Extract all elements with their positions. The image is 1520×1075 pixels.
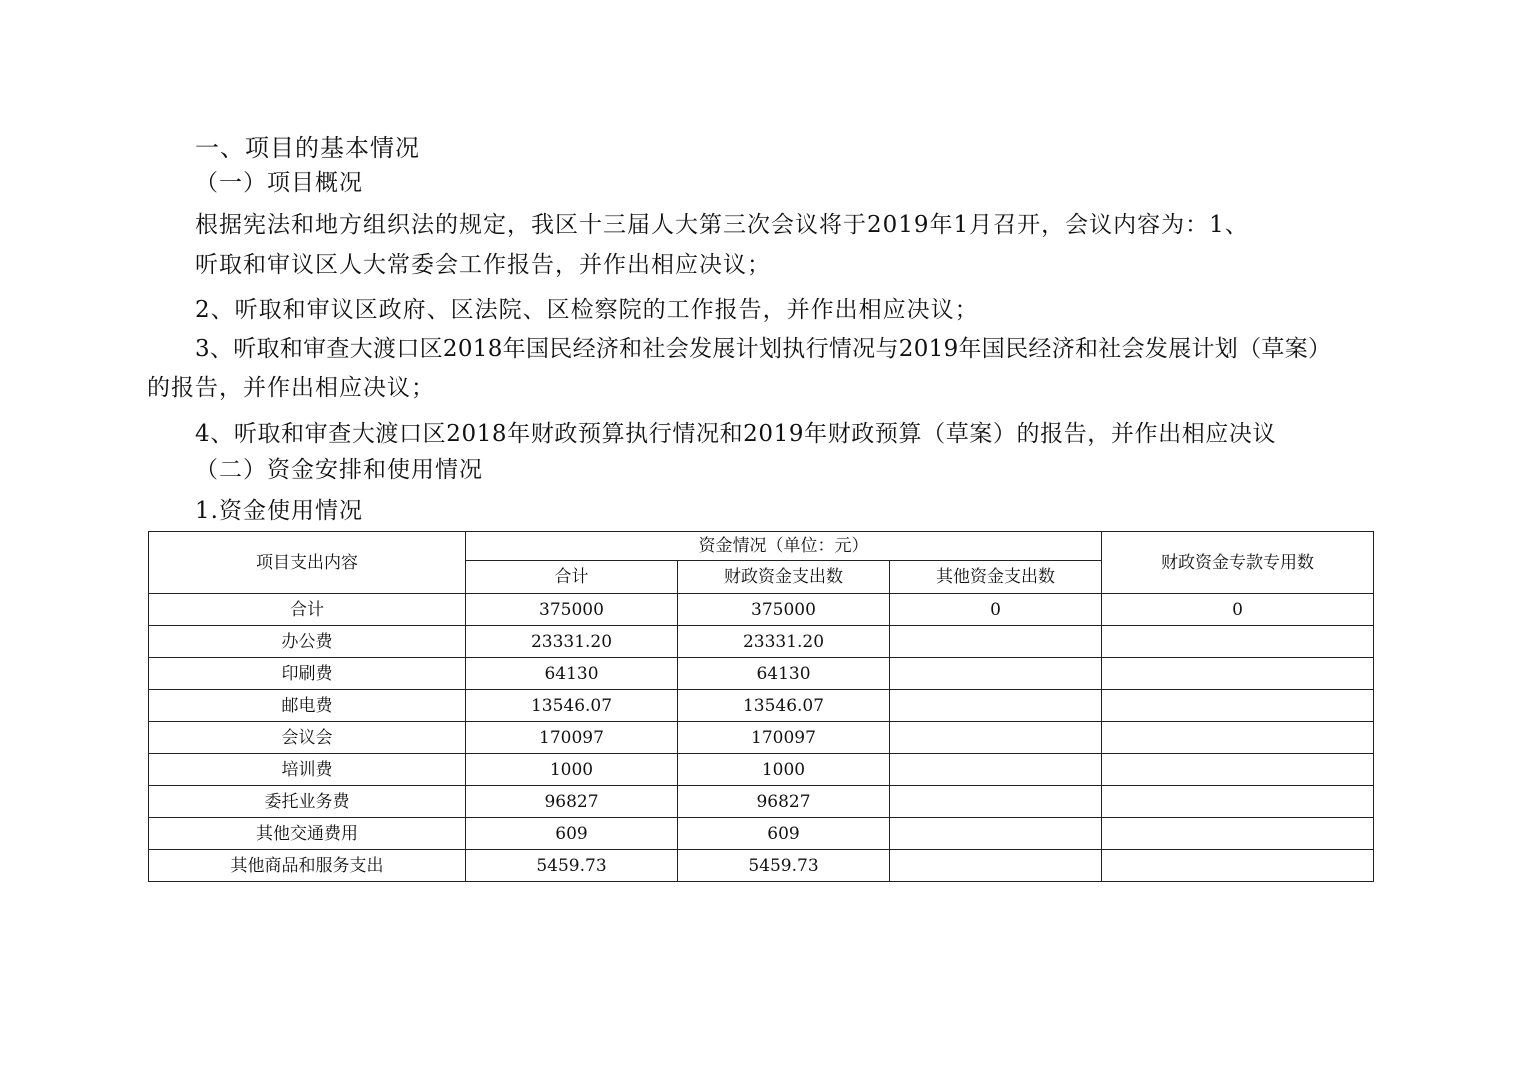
cell-fiscal: 5459.73 bbox=[678, 850, 890, 882]
agenda-item-4: 4、听取和审查大渡口区2018年财政预算执行情况和2019年财政预算（草案）的报告，并作出相应决议 bbox=[195, 421, 1277, 447]
cell-item: 委托业务费 bbox=[149, 786, 466, 818]
table-row bbox=[149, 754, 1374, 786]
table-row bbox=[149, 594, 1374, 626]
cell-total: 23331.20 bbox=[466, 626, 678, 658]
cell-item: 其他交通费用 bbox=[149, 818, 466, 850]
cell-item: 其他商品和服务支出 bbox=[149, 850, 466, 882]
cell-item: 合计 bbox=[149, 594, 466, 626]
cell-special bbox=[1102, 786, 1374, 818]
agenda-item-3-line-1: 3、听取和审查大渡口区2018年国民经济和社会发展计划执行情况与2019年国民经济和社会发展计划（草案） bbox=[195, 336, 1332, 362]
cell-fiscal: 96827 bbox=[678, 786, 890, 818]
cell-other bbox=[890, 850, 1102, 882]
header-fund-status: 资金情况（单位：元） bbox=[466, 532, 1102, 561]
cell-fiscal: 64130 bbox=[678, 658, 890, 690]
cell-special bbox=[1102, 818, 1374, 850]
table-row bbox=[149, 658, 1374, 690]
cell-fiscal: 13546.07 bbox=[678, 690, 890, 722]
cell-total: 5459.73 bbox=[466, 850, 678, 882]
agenda-item-3-line-2: 的报告，并作出相应决议； bbox=[147, 375, 435, 401]
cell-fiscal: 23331.20 bbox=[678, 626, 890, 658]
cell-fiscal: 1000 bbox=[678, 754, 890, 786]
cell-fiscal: 375000 bbox=[678, 594, 890, 626]
subsection-heading-fund-usage: 1.资金使用情况 bbox=[195, 498, 363, 524]
subsection-heading-overview: （一）项目概况 bbox=[195, 170, 363, 196]
cell-special: 0 bbox=[1102, 594, 1374, 626]
cell-item: 办公费 bbox=[149, 626, 466, 658]
cell-item: 培训费 bbox=[149, 754, 466, 786]
fund-usage-table bbox=[148, 531, 1374, 882]
cell-total: 96827 bbox=[466, 786, 678, 818]
header-fiscal-expense: 财政资金支出数 bbox=[678, 561, 890, 594]
header-special-fund: 财政资金专款专用数 bbox=[1102, 532, 1374, 594]
table-row bbox=[149, 818, 1374, 850]
cell-other bbox=[890, 626, 1102, 658]
header-item-content: 项目支出内容 bbox=[149, 532, 466, 594]
table-row bbox=[149, 626, 1374, 658]
cell-special bbox=[1102, 658, 1374, 690]
header-other-expense: 其他资金支出数 bbox=[890, 561, 1102, 594]
cell-total: 609 bbox=[466, 818, 678, 850]
cell-special bbox=[1102, 754, 1374, 786]
cell-special bbox=[1102, 850, 1374, 882]
table-row bbox=[149, 722, 1374, 754]
cell-other bbox=[890, 722, 1102, 754]
cell-special bbox=[1102, 626, 1374, 658]
cell-total: 375000 bbox=[466, 594, 678, 626]
cell-special bbox=[1102, 722, 1374, 754]
subsection-heading-funds: （二）资金安排和使用情况 bbox=[195, 457, 483, 483]
cell-item: 会议会 bbox=[149, 722, 466, 754]
cell-total: 170097 bbox=[466, 722, 678, 754]
cell-other bbox=[890, 786, 1102, 818]
table-row bbox=[149, 786, 1374, 818]
cell-total: 13546.07 bbox=[466, 690, 678, 722]
cell-item: 印刷费 bbox=[149, 658, 466, 690]
cell-other bbox=[890, 658, 1102, 690]
cell-other bbox=[890, 818, 1102, 850]
paragraph-meeting-line-2: 听取和审议区人大常委会工作报告，并作出相应决议； bbox=[195, 252, 771, 278]
paragraph-meeting-line-1: 根据宪法和地方组织法的规定，我区十三届人大第三次会议将于2019年1月召开，会议内容为：1、 bbox=[195, 212, 1249, 238]
cell-other bbox=[890, 690, 1102, 722]
table-body bbox=[149, 594, 1374, 882]
agenda-item-2: 2、听取和审议区政府、区法院、区检察院的工作报告，并作出相应决议； bbox=[195, 297, 979, 323]
table-header-row bbox=[149, 532, 1374, 561]
cell-fiscal: 170097 bbox=[678, 722, 890, 754]
cell-fiscal: 609 bbox=[678, 818, 890, 850]
table-row bbox=[149, 690, 1374, 722]
table-row bbox=[149, 850, 1374, 882]
header-total: 合计 bbox=[466, 561, 678, 594]
cell-item: 邮电费 bbox=[149, 690, 466, 722]
cell-total: 1000 bbox=[466, 754, 678, 786]
cell-other bbox=[890, 754, 1102, 786]
cell-total: 64130 bbox=[466, 658, 678, 690]
section-heading-basic-info: 一、项目的基本情况 bbox=[195, 134, 420, 162]
cell-special bbox=[1102, 690, 1374, 722]
cell-other: 0 bbox=[890, 594, 1102, 626]
